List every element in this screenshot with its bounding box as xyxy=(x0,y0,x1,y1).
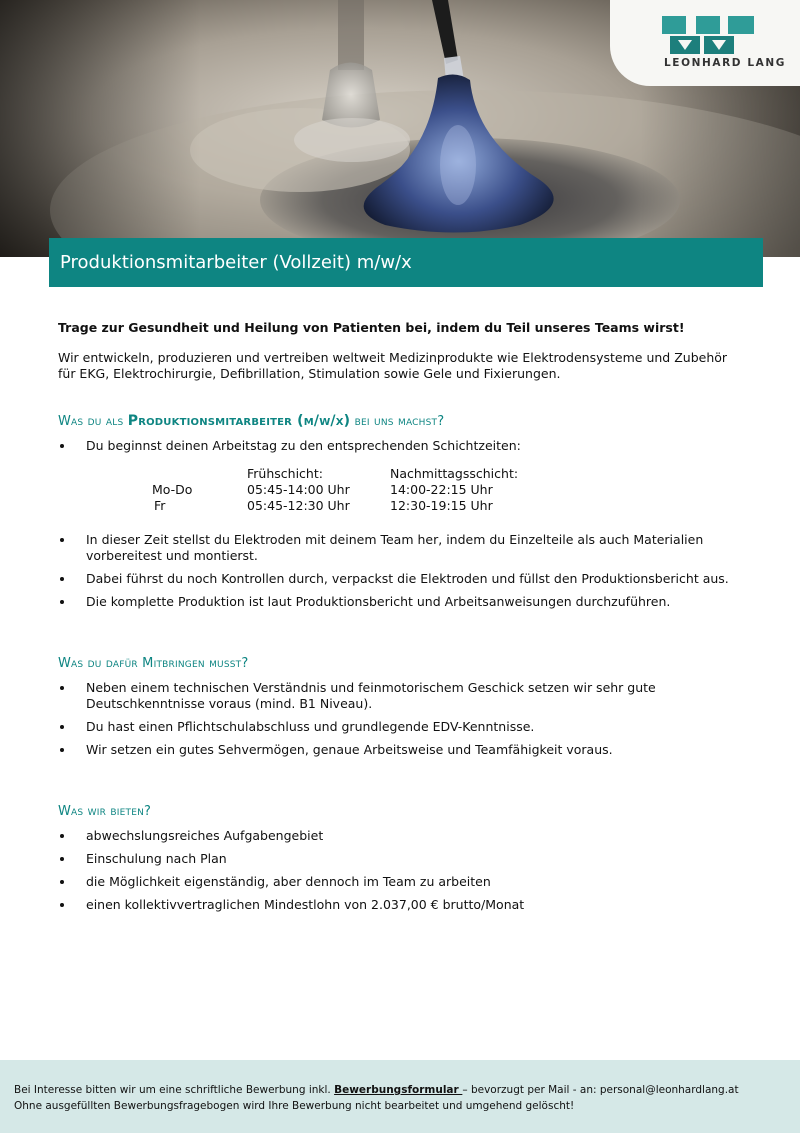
list-item: Du hast einen Pflichtschulabschluss und grundlegende EDV-Kenntnisse. xyxy=(58,719,748,735)
lead-text: Trage zur Gesundheit und Heilung von Patienten bei, indem du Teil unseres Teams wirst! xyxy=(58,320,685,335)
application-form-link[interactable]: Bewerbungsformular xyxy=(334,1084,463,1096)
list-item: die Möglichkeit eigenständig, aber dennoch im Team zu arbeiten xyxy=(58,874,748,890)
list-item: Neben einem technischen Verständnis und feinmotorischem Geschick setzen wir sehr gute Deutschkenntnisse voraus (mind. B1 Niveau). xyxy=(58,680,748,712)
section-heading-benefits: Was wir bieten? xyxy=(58,804,152,819)
shift-time-early: 05:45-14:00 Uhr xyxy=(247,482,350,497)
list-item: Du beginnst deinen Arbeitstag zu den entsprechenden Schichtzeiten: xyxy=(58,438,748,454)
task-list xyxy=(58,438,748,454)
shift-header-late: Nachmittagsschicht: xyxy=(390,466,519,481)
list-item: einen kollektivvertraglichen Mindestlohn von 2.037,00 € brutto/Monat xyxy=(58,897,748,913)
job-title-bar xyxy=(49,238,763,287)
list-item: Einschulung nach Plan xyxy=(58,851,748,867)
shift-time-late: 14:00-22:15 Uhr xyxy=(390,482,493,497)
section-heading-tasks: Was du als Produktionsmitarbeiter (m/w/x) bei uns machst? xyxy=(58,413,445,429)
company-logo xyxy=(610,0,800,86)
list-item: Wir setzen ein gutes Sehvermögen, genaue Arbeitsweise und Teamfähigkeit voraus. xyxy=(58,742,748,758)
list-item: In dieser Zeit stellst du Elektroden mit deinem Team her, indem du Einzelteile als auch Materialien vorbereitest und montierst. xyxy=(58,532,748,564)
shift-header-early: Frühschicht: xyxy=(247,466,323,481)
section-heading-requirements: Was du dafür Mitbringen musst? xyxy=(58,656,249,671)
list-item: Die komplette Produktion ist laut Produktionsbericht und Arbeitsanweisungen durchzuführen. xyxy=(58,594,748,610)
intro-text: Wir entwickeln, produzieren und vertreiben weltweit Medizinprodukte wie Elektrodensysteme und Zubehör für EKG, Elektrochirurgie, Defibrillation, Stimulation sowie Gele und Fixierungen. xyxy=(58,350,728,381)
list-item: abwechslungsreiches Aufgabengebiet xyxy=(58,828,748,844)
shift-day: Mo-Do xyxy=(152,482,193,497)
shift-time-early: 05:45-12:30 Uhr xyxy=(247,498,350,513)
footer-text xyxy=(14,1082,794,1114)
shift-day: Fr xyxy=(154,498,166,513)
benefits-list xyxy=(58,828,748,913)
requirements-list xyxy=(58,680,748,758)
task-list-continued xyxy=(58,532,748,610)
page-title: Produktionsmitarbeiter (Vollzeit) m/w/x xyxy=(60,252,412,273)
logo-mark-icon xyxy=(662,16,760,56)
footer-line-2: Ohne ausgefüllten Bewerbungsfragebogen wird Ihre Bewerbung nicht bearbeitet und umgehend gelöscht! xyxy=(14,1100,575,1112)
list-item: Dabei führst du noch Kontrollen durch, verpackst die Elektroden und füllst den Produktionsbericht aus. xyxy=(58,571,748,587)
logo-wordmark: LEONHARD LANG xyxy=(664,57,786,69)
shift-time-late: 12:30-19:15 Uhr xyxy=(390,498,493,513)
job-description xyxy=(58,320,748,920)
footer-line-1: Bei Interesse bitten wir um eine schriftliche Bewerbung inkl. Bewerbungsformular – bevorzugt per Mail - an: personal@leonhardlang.at xyxy=(14,1084,739,1096)
shift-schedule xyxy=(58,466,748,520)
